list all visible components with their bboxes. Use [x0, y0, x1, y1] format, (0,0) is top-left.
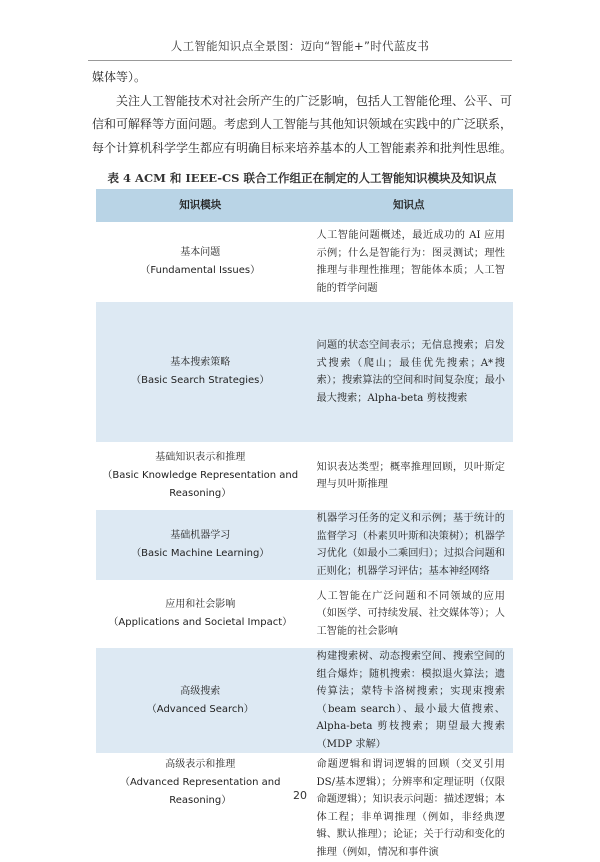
table-header-row	[96, 189, 513, 223]
module-cell: 基本搜索策略 （Basic Search Strategies）	[96, 302, 305, 443]
module-cell: 高级搜索 （Advanced Search）	[96, 648, 305, 754]
table-row	[96, 581, 513, 648]
knowledge-table	[96, 189, 513, 862]
module-cell: 基本问题 （Fundamental Issues）	[96, 223, 305, 302]
points-cell: 构建搜索树、动态搜索空间、搜索空间的组合爆炸；随机搜索：模拟退火算法；遗传算法；蒙特卡洛树搜索；实现束搜索（beam search）、最小最大值搜索、Alpha-beta 剪枝搜索；期望最大搜索（MDP 求解）	[305, 648, 514, 754]
table-row	[96, 510, 513, 581]
table-row	[96, 443, 513, 510]
table-caption: 表 4 ACM 和 IEEE-CS 联合工作组正在制定的人工智能知识模块及知识点	[107, 171, 497, 185]
module-cell: 基础机器学习 （Basic Machine Learning）	[96, 510, 305, 581]
table-row	[96, 302, 513, 443]
col-header-points: 知识点	[305, 189, 514, 223]
points-cell: 知识表达类型；概率推理回顾，贝叶斯定理与贝叶斯推理	[305, 443, 514, 510]
header-divider	[88, 60, 512, 61]
points-cell: 命题逻辑和谓词逻辑的回顾（交叉引用 DS/基本逻辑）；分辨率和定理证明（仅限命题逻辑）；知识表示问题：描述逻辑；本体工程；非单调推理（例如，非经典逻辑、默认推理）；论证；关于行动和变化的推理（例如，情况和事件演	[305, 754, 514, 862]
page-number: 20	[293, 789, 307, 802]
running-header: 人工智能知识点全景图：迈向“智能+”时代蓝皮书	[170, 39, 430, 53]
body-line-1: 媒体等）。	[92, 70, 147, 84]
points-cell: 机器学习任务的定义和示例；基于统计的监督学习（朴素贝叶斯和决策树）；机器学习优化（如最小二乘回归）；过拟合问题和正则化；机器学习评估；基本神经网络	[305, 510, 514, 581]
module-cell: 应用和社会影响 （Applications and Societal Impact）	[96, 581, 305, 648]
points-cell: 人工智能在广泛问题和不同领域的应用（如医学、可持续发展、社交媒体等）；人工智能的社会影响	[305, 581, 514, 648]
body-paragraph: 关注人工智能技术对社会所产生的广泛影响，包括人工智能伦理、公平、可信和可解释等方面问题。考虑到人工智能与其他知识领域在实践中的广泛联系，每个计算机科学学生都应有明确目标来培养基本的人工智能素养和批判性思维。	[92, 93, 513, 155]
module-cell: 高级表示和推理 （Advanced Representation and Reasoning）	[96, 754, 305, 862]
body-text	[92, 66, 512, 160]
table-row	[96, 223, 513, 302]
points-cell: 人工智能问题概述，最近成功的 AI 应用示例；什么是智能行为：图灵测试；理性推理与非理性推理；智能体本质；人工智能的哲学问题	[305, 223, 514, 302]
table-row	[96, 754, 513, 862]
module-cell: 基础知识表示和推理 （Basic Knowledge Representation and Reasoning）	[96, 443, 305, 510]
col-header-module: 知识模块	[96, 189, 305, 223]
table-row	[96, 648, 513, 754]
points-cell: 问题的状态空间表示；无信息搜索；启发式搜索（爬山；最佳优先搜索；A*搜索）；搜索算法的空间和时间复杂度；最小最大搜索；Alpha-beta 剪枝搜索	[305, 302, 514, 443]
